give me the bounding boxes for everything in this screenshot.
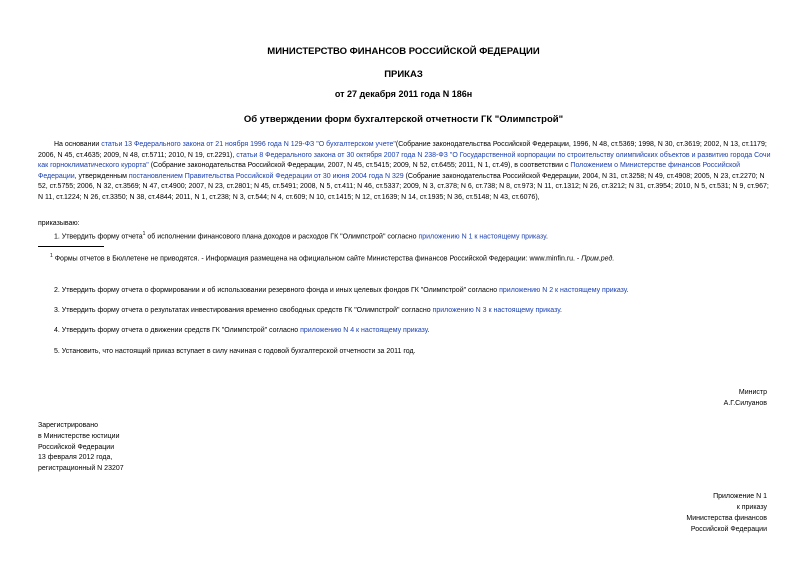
appendix-line: Российской Федерации: [690, 526, 767, 533]
appendix-line: к приказу: [736, 504, 767, 511]
appendix-line: Министерства финансов: [686, 515, 767, 522]
order-item-2: 2. Утвердить форму отчета о формировании и об использовании резервного фонда и иных целевых фондов ГК "Олимпстрой" согласно приложению N 2 к настоящему приказу.: [54, 287, 629, 294]
footnote: [50, 251, 614, 264]
date-number: от 27 декабря 2011 года N 186н: [334, 89, 473, 99]
signature-name: А.Г.Силуанов: [723, 399, 767, 407]
item-text: 3. Утвердить форму отчета о результатах инвестирования временно свободных средств ГК "Олимпстрой" согласно: [54, 307, 433, 314]
registration-line: 13 февраля 2012 года,: [38, 454, 113, 462]
basis-paragraph: [38, 140, 774, 204]
registration-block: [38, 421, 124, 475]
signature-title: Министр: [738, 389, 767, 396]
registration-line: Зарегистрировано: [38, 422, 98, 429]
footnote-marker: 1: [50, 253, 53, 259]
footnote-ref[interactable]: 1: [142, 231, 146, 237]
item-text: об исполнении финансового плана доходов и расходов ГК "Олимпстрой" согласно: [145, 233, 419, 241]
basis-text: , утвержденным: [74, 172, 129, 180]
order-item-1: 1. Утвердить форму отчета$^1$ об исполнении финансового плана доходов и расходов ГК "Олимпстрой" согласно приложению N 1 к настоящему приказу.: [54, 231, 548, 241]
signature-block: [724, 388, 767, 409]
link-regulation-minfin[interactable]: Положением о Министерстве финансов Российской Федерации: [38, 162, 741, 180]
item-text: 2. Утвердить форму отчета о формировании и об использовании резервного фонда и иных целевых фондов ГК "Олимпстрой" согласно: [54, 287, 500, 294]
ministry-heading: МИНИСТЕРСТВО ФИНАНСОВ РОССИЙСКОЙ ФЕДЕРАЦИИ: [267, 46, 540, 57]
basis-text: (Собрание законодательства Российской Федерации, 2007, N 45, ст.5415; 2009, N 52, ст.6455; 2011, N 1, ст.49), в соответствии с: [148, 162, 571, 170]
link-appendix-3[interactable]: приложению N 3 к настоящему приказу: [432, 307, 561, 314]
footnote-note: Прим.ред.: [581, 255, 615, 263]
basis-text: На основании: [54, 141, 102, 148]
link-law-238[interactable]: статьи 8 Федерального закона от 30 октября 2007 года N 238-ФЗ "О Государственной корпорации по строительству олимпийских объектов и развитию города Сочи как горноклиматического курорта": [38, 151, 771, 170]
item-text: 4. Утвердить форму отчета о движении средств ГК "Олимпстрой" согласно: [54, 327, 301, 334]
order-item-5: 5. Установить, что настоящий приказ вступает в силу начиная с годовой бухгалтерской отчетности за 2011 год.: [54, 348, 416, 355]
link-resolution-329[interactable]: постановлением Правительства Российской Федерации от 30 июня 2004 года N 329: [128, 172, 404, 180]
appendix-line: Приложение N 1: [713, 493, 767, 500]
registration-line: в Министерстве юстиции: [38, 432, 120, 440]
order-item-4: 4. Утвердить форму отчета о движении средств ГК "Олимпстрой" согласно приложению N 4 к настоящему приказу.: [54, 327, 430, 334]
registration-line: Российской Федерации: [38, 443, 115, 451]
order-item-3: 3. Утвердить форму отчета о результатах инвестирования временно свободных средств ГК "Олимпстрой" согласно приложению N 3 к настоящему приказу.: [54, 307, 562, 314]
footnote-divider: [38, 246, 104, 247]
basis-text: (Собрание законодательства Российской Федерации, 1996, N 48, ст.5369; 1998, N 30, ст.3619; 2002, N 13, ст.1179; 2006, N 45, ст.4635; 2009, N 48, ст.5711; 2010, N 19, ст.2291),: [38, 141, 767, 159]
basis-text: (Собрание законодательства Российской Федерации, 2004, N 31, ст.3258; N 49, ст.4908; 2005, N 23, ст.2270; N 52, ст.5755; 2006, N 32, ст.3569; N 47, ст.4900; 2007, N 23, ст.2801; N 45, ст.5491; 2008, N 5, ст.411; N 46, ст.5337; 2009, N 3, ст.378; N 6, ст.738; N 8, ст.973; N 11, ст.1312; N 26, ст.3212; N 31, ст.3954; 2010, N 5, ст.531; N 9, ст.967; N 11, ст.1224; N 26, ст.3350; N 38, ст.4844; 2011, N 1, ст.238; N 3, ст.544; N 4, ст.609; N 10, ст.1415; N 12, ст.1639; N 14, ст.1935; N 36, ст.5148; N 43, ст.6076),: [38, 172, 769, 201]
link-appendix-1[interactable]: приложению N 1 к настоящему приказу: [418, 233, 546, 241]
appendix-header: [686, 491, 767, 535]
link-appendix-2[interactable]: приложению N 2 к настоящему приказу: [499, 287, 627, 294]
item-text: 1. Утвердить форму отчета: [54, 233, 143, 241]
footnote-text: Формы отчетов в Бюллетене не приводятся. - Информация размещена на официальном сайте Министерства финансов Российской Федерации: www.minfin.ru. -: [52, 255, 582, 263]
order-word: приказываю:: [38, 220, 80, 227]
document-subject: Об утверждении форм бухгалтерской отчетности ГК "Олимпстрой": [243, 114, 564, 125]
registration-line: регистрационный N 23207: [38, 465, 124, 473]
doc-type-heading: ПРИКАЗ: [384, 69, 423, 80]
link-appendix-4[interactable]: приложению N 4 к настоящему приказу: [300, 327, 428, 334]
link-law-129[interactable]: статьи 13 Федерального закона от 21 ноября 1996 года N 129-ФЗ "О бухгалтерском учете": [101, 141, 396, 148]
